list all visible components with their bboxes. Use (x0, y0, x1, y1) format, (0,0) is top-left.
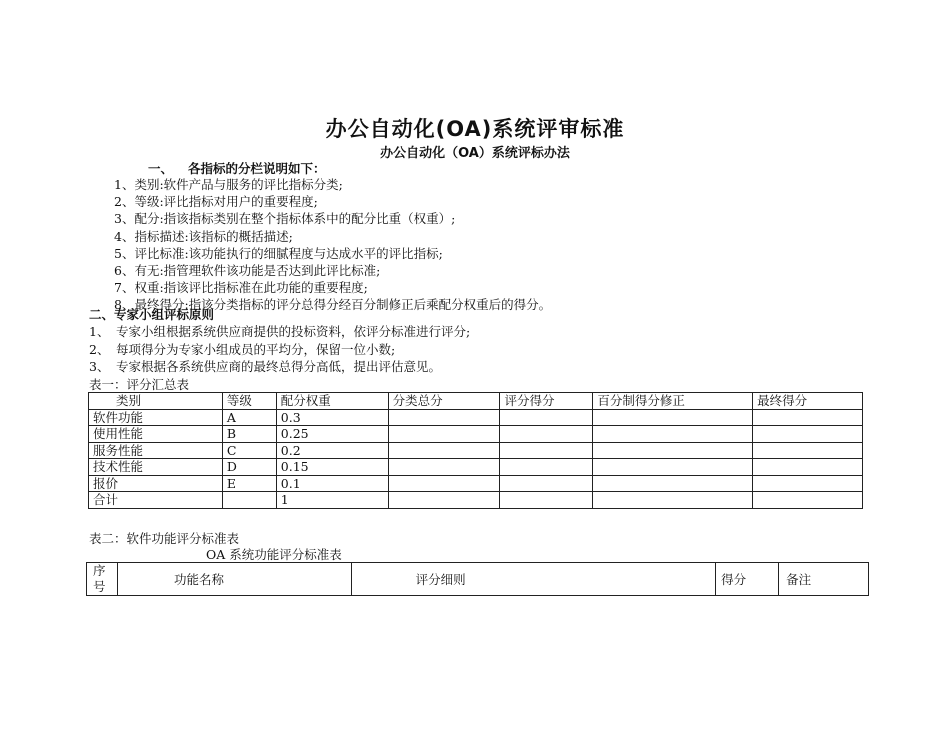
header-cell-serial: 序号 (87, 563, 118, 596)
table-row (89, 475, 863, 492)
table-row (89, 442, 863, 459)
header-cell: 等级 (222, 393, 276, 410)
section2-item-text: 专家小组根据系统供应商提供的投标资料，依评分标准进行评分; (116, 324, 471, 339)
section2-item-number: 3、 (89, 359, 110, 374)
section1-item: 7、权重:指该评比指标准在此功能的重要程度; (114, 280, 368, 296)
document-subtitle: 办公自动化（OA）系统评标办法 (380, 146, 570, 161)
section1-number: 一、 (148, 161, 174, 176)
table-cell (388, 475, 500, 492)
table-cell (753, 492, 863, 509)
table-cell: B (222, 426, 276, 443)
table-cell (753, 442, 863, 459)
table-cell: 软件功能 (89, 409, 223, 426)
section1-list (114, 176, 551, 314)
header-cell: 类别 (89, 393, 223, 410)
header-cell: 百分制得分修正 (593, 393, 753, 410)
table-cell (753, 409, 863, 426)
table-cell (593, 459, 753, 476)
header-cell: 分类总分 (388, 393, 500, 410)
section2-item-number: 2、 (89, 341, 110, 357)
section1-item: 5、评比标准:该功能执行的细腻程度与达成水平的评比指标; (114, 245, 443, 261)
table-cell: 服务性能 (89, 442, 223, 459)
table-cell: A (222, 409, 276, 426)
header-cell: 评分细则 (351, 563, 716, 596)
table-cell: 0.1 (276, 475, 388, 492)
table-cell (593, 409, 753, 426)
header-cell: 评分得分 (500, 393, 593, 410)
section1-item: 6、有无:指管理软件该功能是否达到此评比标准; (114, 262, 381, 278)
section2-item-number: 1、 (89, 324, 110, 339)
table-cell (593, 475, 753, 492)
table-cell: 技术性能 (89, 459, 223, 476)
table-row (89, 459, 863, 476)
table-cell: 报价 (89, 475, 223, 492)
table-cell (388, 426, 500, 443)
table-cell (500, 442, 593, 459)
table-header-row (87, 563, 869, 596)
table-cell (500, 492, 593, 509)
table-cell (388, 459, 500, 476)
header-cell: 配分权重 (276, 393, 388, 410)
table-cell (388, 492, 500, 509)
section1-item: 1、类别:软件产品与服务的评比指标分类; (114, 177, 343, 192)
table-header-row (89, 393, 863, 410)
table-cell (753, 459, 863, 476)
document-title: 办公自动化(OA)系统评审标准 (325, 117, 625, 141)
table-cell (753, 426, 863, 443)
table-cell (500, 409, 593, 426)
section2-item (89, 358, 470, 376)
table-cell: 0.3 (276, 409, 388, 426)
header-cell: 功能名称 (117, 563, 351, 596)
table-cell: E (222, 475, 276, 492)
table-cell: 0.15 (276, 459, 388, 476)
table-cell (500, 459, 593, 476)
table2-caption: 表二：软件功能评分标准表 (89, 531, 240, 546)
section1-item: 2、等级:评比指标对用户的重要程度; (114, 194, 318, 210)
table-cell (593, 426, 753, 443)
section1-heading-text: 各指标的分栏说明如下： (188, 161, 326, 176)
table2-name: OA 系统功能评分标准表 (206, 547, 342, 562)
table-cell (753, 475, 863, 492)
score-summary-table (88, 392, 863, 509)
section2-item (89, 323, 470, 341)
table-cell (593, 492, 753, 509)
table-cell (388, 442, 500, 459)
header-cell: 得分 (716, 563, 779, 596)
table-total-row (89, 492, 863, 509)
section1-item: 4、指标描述:该指标的概括描述; (114, 228, 293, 244)
table-cell: 0.25 (276, 426, 388, 443)
table-cell: 0.2 (276, 442, 388, 459)
section1-item: 8、最终得分:指该分类指标的评分总得分经百分制修正后乘配分权重后的得分。 (114, 297, 552, 313)
section2-item (89, 341, 470, 359)
table-cell: C (222, 442, 276, 459)
function-criteria-table (86, 562, 869, 596)
table-row (89, 426, 863, 443)
section1-item: 3、配分:指该指标类别在整个指标体系中的配分比重（权重）; (114, 211, 456, 227)
table-cell: 使用性能 (89, 426, 223, 443)
table-cell: 合计 (89, 492, 223, 509)
table1-caption: 表一：评分汇总表 (89, 377, 190, 392)
table-row (89, 409, 863, 426)
table-cell: 1 (276, 492, 388, 509)
header-cell: 最终得分 (753, 393, 863, 410)
section2-list (89, 323, 470, 376)
section2-heading: 二、专家小组评标原则 (89, 307, 215, 322)
table-cell (500, 475, 593, 492)
header-cell: 备注 (779, 563, 869, 596)
table-cell (500, 426, 593, 443)
table-cell (593, 442, 753, 459)
section1-heading (148, 159, 326, 177)
table-cell (222, 492, 276, 509)
table-cell: D (222, 459, 276, 476)
table-cell (388, 409, 500, 426)
section2-item-text: 每项得分为专家小组成员的平均分，保留一位小数; (116, 341, 396, 357)
section2-item-text: 专家根据各系统供应商的最终总得分高低，提出评估意见。 (116, 359, 442, 374)
